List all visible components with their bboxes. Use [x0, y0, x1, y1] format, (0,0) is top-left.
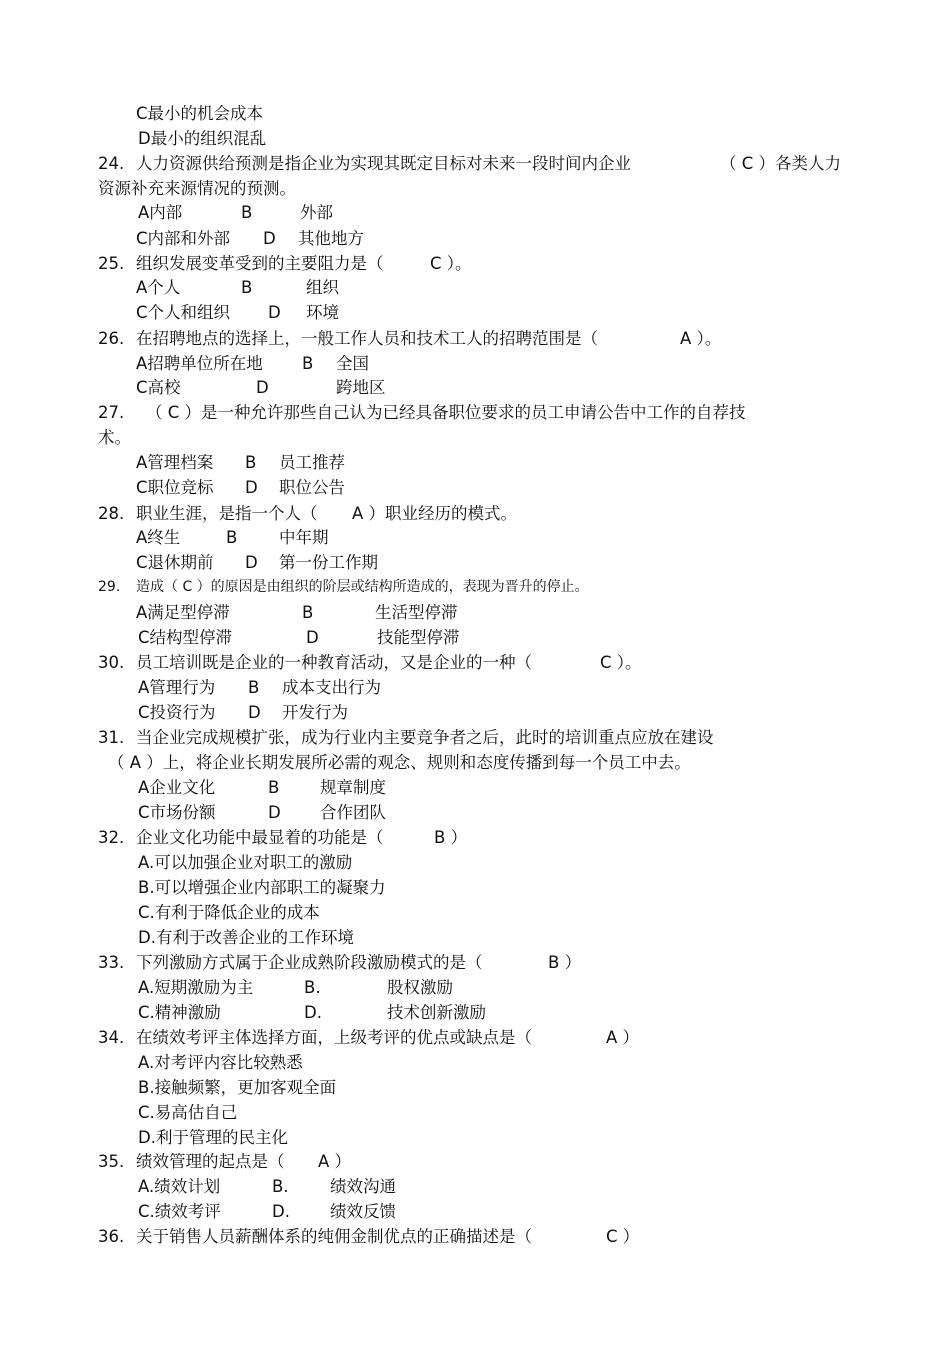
question-number: 25.	[98, 254, 125, 273]
text-segment: D	[306, 628, 319, 647]
text-segment: C个人和组织	[136, 303, 231, 322]
text-segment: A ）	[606, 1028, 640, 1047]
text-segment: D	[245, 478, 258, 497]
question-number: 24.	[98, 154, 125, 173]
question-number: 30.	[98, 653, 125, 672]
question-number: 36.	[98, 1227, 125, 1246]
text-segment: C ）。	[430, 254, 472, 273]
text-segment: B.接触频繁，更加客观全面	[138, 1078, 337, 1097]
text-segment: 下列激励方式属于企业成熟阶段激励模式的是（	[136, 953, 483, 972]
text-segment: 其他地方	[298, 229, 364, 248]
text-segment: C ）。	[600, 653, 642, 672]
text-segment: 股权激励	[387, 978, 453, 997]
text-segment: 生活型停滞	[375, 603, 458, 622]
text-segment: D	[245, 553, 258, 572]
text-segment: B	[241, 203, 253, 222]
text-segment: （ C ）是一种允许那些自己认为已经具备职位要求的员工申请公告中工作的自荐技	[146, 403, 746, 422]
text-segment: 全国	[336, 354, 369, 373]
question-number: 33.	[98, 953, 125, 972]
text-segment: A管理行为	[138, 678, 216, 697]
text-segment: A企业文化	[138, 778, 216, 797]
text-segment: 开发行为	[282, 703, 348, 722]
text-segment: D	[268, 303, 281, 322]
text-segment: C内部和外部	[136, 229, 231, 248]
text-segment: D	[256, 378, 269, 397]
text-segment: A.可以加强企业对职工的激励	[138, 853, 353, 872]
question-number: 27.	[98, 403, 125, 422]
text-segment: A ）	[318, 1152, 352, 1171]
text-segment: B	[302, 603, 314, 622]
question-number: 28.	[98, 504, 125, 523]
text-segment: C结构型停滞	[138, 628, 233, 647]
text-segment: C投资行为	[138, 703, 216, 722]
text-segment: D	[268, 803, 281, 822]
text-segment: A招聘单位所在地	[136, 354, 263, 373]
text-segment: C.易高估自己	[138, 1103, 238, 1122]
text-segment: B	[268, 778, 280, 797]
text-segment: 员工推荐	[279, 453, 345, 472]
text-segment: B.	[304, 978, 321, 997]
text-segment: C职位竞标	[136, 478, 214, 497]
text-segment: D.	[304, 1003, 322, 1022]
text-segment: 规章制度	[320, 778, 386, 797]
text-segment: 职位公告	[279, 478, 345, 497]
text-segment: A.短期激励为主	[138, 978, 254, 997]
question-number: 31.	[98, 728, 125, 747]
text-segment: A内部	[138, 203, 183, 222]
text-segment: 外部	[300, 203, 333, 222]
text-segment: 中年期	[279, 528, 329, 547]
text-segment: B.	[272, 1177, 289, 1196]
text-segment: C高校	[136, 378, 181, 397]
text-segment: 组织	[306, 278, 339, 297]
text-segment: 技术创新激励	[387, 1003, 486, 1022]
text-segment: C.有利于降低企业的成本	[138, 903, 320, 922]
text-segment: C退休期前	[136, 553, 214, 572]
text-segment: 在绩效考评主体选择方面，上级考评的优点或缺点是（	[136, 1028, 532, 1047]
text-segment: A ）。	[680, 329, 722, 348]
text-segment: D.	[272, 1202, 290, 1221]
text-segment: 企业文化功能中最显着的功能是（	[136, 828, 384, 847]
text-segment: A个人	[136, 278, 181, 297]
text-segment: 员工培训既是企业的一种教育活动，又是企业的一种（	[136, 653, 532, 672]
text-segment: 当企业完成规模扩张，成为行业内主要竞争者之后，此时的培训重点应放在建设	[136, 728, 714, 747]
text-segment: D最小的组织混乱	[138, 129, 267, 148]
text-segment: 环境	[306, 303, 339, 322]
text-segment: B	[226, 528, 238, 547]
text-segment: 技能型停滞	[377, 628, 460, 647]
text-segment: B.可以增强企业内部职工的凝聚力	[138, 878, 386, 897]
text-segment: D	[263, 229, 276, 248]
text-segment: 造成（ C ）的原因是由组织的阶层或结构所造成的，表现为晋升的停止。	[136, 579, 589, 595]
text-segment: 合作团队	[320, 803, 386, 822]
text-segment: B	[302, 354, 314, 373]
text-segment: 资源补充来源情况的预测。	[98, 179, 296, 198]
text-segment: 组织发展变革受到的主要阻力是（	[136, 254, 384, 273]
text-segment: D.有利于改善企业的工作环境	[138, 928, 354, 947]
text-segment: （ A ）上，将企业长期发展所必需的观念、规则和态度传播到每一个员工中去。	[108, 753, 691, 772]
text-segment: 绩效沟通	[330, 1177, 396, 1196]
text-segment: B	[245, 453, 257, 472]
text-segment: 人力资源供给预测是指企业为实现其既定目标对未来一段时间内企业	[136, 154, 631, 173]
text-segment: C.绩效考评	[138, 1202, 221, 1221]
text-segment: C市场份额	[138, 803, 216, 822]
text-segment: C最小的机会成本	[136, 104, 264, 123]
text-segment: C.精神激励	[138, 1003, 221, 1022]
text-segment: D	[248, 703, 261, 722]
text-segment: 在招聘地点的选择上，一般工作人员和技术工人的招聘范围是（	[136, 329, 598, 348]
text-segment: A.对考评内容比较熟悉	[138, 1053, 303, 1072]
text-segment: D.利于管理的民主化	[138, 1128, 288, 1147]
text-segment: （ C ）各类人力	[720, 154, 842, 173]
question-number: 29.	[98, 579, 121, 595]
text-segment: A.绩效计划	[138, 1177, 221, 1196]
text-segment: 成本支出行为	[282, 678, 381, 697]
question-number: 35.	[98, 1152, 125, 1171]
text-segment: B ）	[434, 828, 468, 847]
text-segment: A终生	[136, 528, 181, 547]
text-segment: 绩效管理的起点是（	[136, 1152, 285, 1171]
text-segment: A管理档案	[136, 453, 214, 472]
text-segment: A满足型停滞	[136, 603, 230, 622]
question-number: 34.	[98, 1028, 125, 1047]
question-number: 26.	[98, 329, 125, 348]
text-segment: 绩效反馈	[330, 1202, 396, 1221]
text-segment: 职业生涯，是指一个人（	[136, 504, 318, 523]
text-segment: 跨地区	[336, 378, 386, 397]
text-segment: B	[241, 278, 253, 297]
text-segment: A ）职业经历的模式。	[352, 504, 518, 523]
text-segment: 第一份工作期	[279, 553, 378, 572]
text-segment: 关于销售人员薪酬体系的纯佣金制优点的正确描述是（	[136, 1227, 532, 1246]
text-segment: B	[248, 678, 260, 697]
question-number: 32.	[98, 828, 125, 847]
text-segment: 术。	[98, 428, 131, 447]
text-segment: B ）	[548, 953, 582, 972]
text-segment: C ）	[606, 1227, 640, 1246]
